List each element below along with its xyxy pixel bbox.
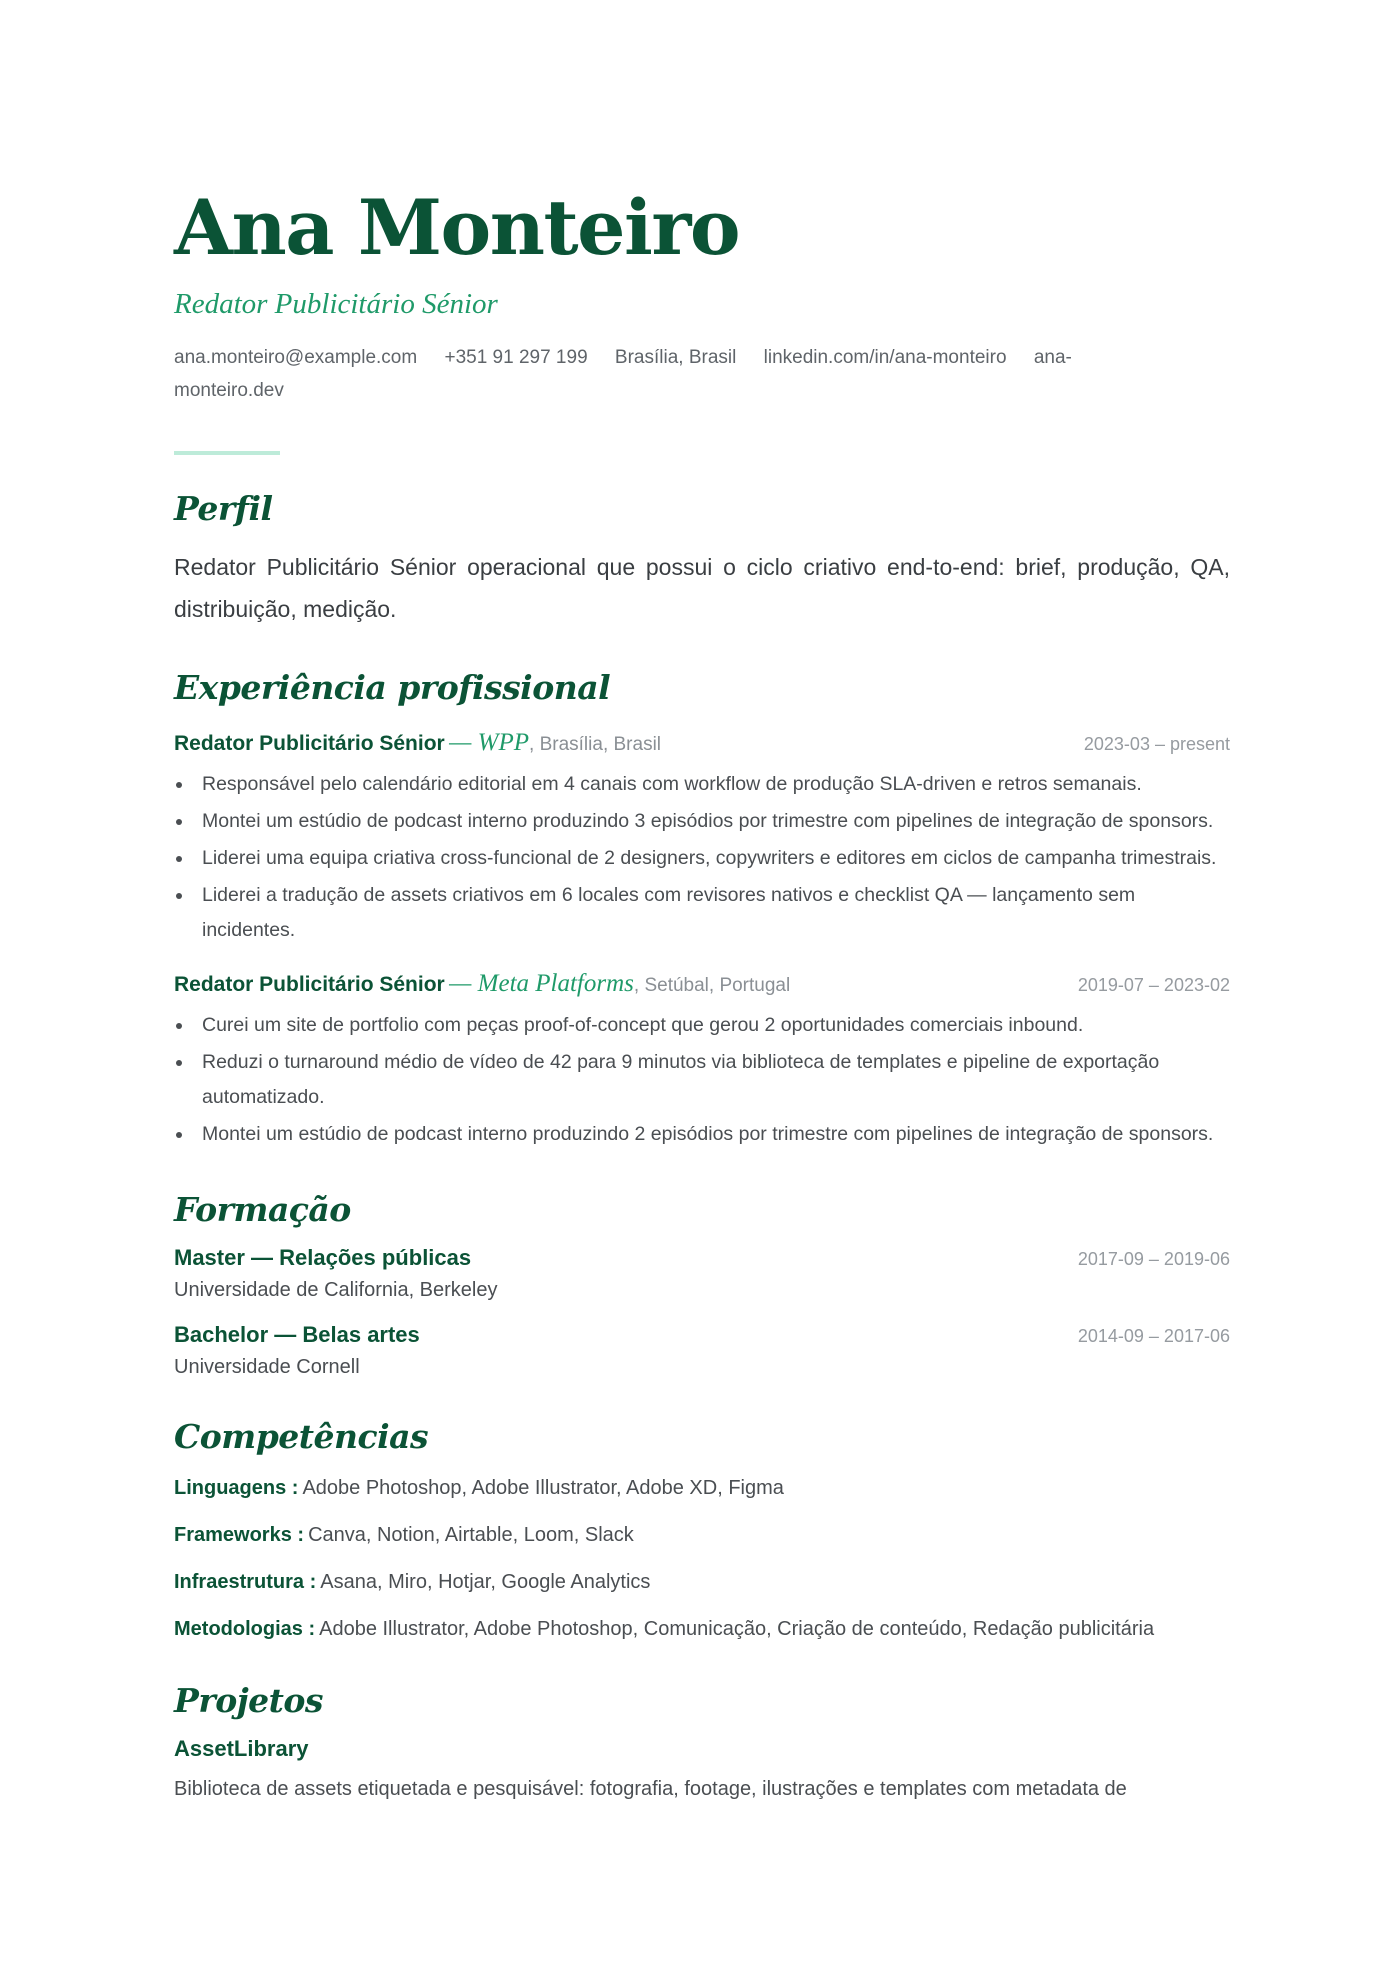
candidate-name: Ana Monteiro	[174, 183, 740, 272]
contact-email[interactable]: ana.monteiro@example.com	[174, 347, 418, 368]
job-entry	[174, 729, 1230, 948]
job-location: , Brasília, Brasil	[529, 734, 662, 755]
skill-row	[174, 1521, 1230, 1549]
candidate-title: Redator Publicitário Sénior	[174, 288, 498, 320]
education-school: Universidade Cornell	[174, 1356, 360, 1378]
skill-value: Canva, Notion, Airtable, Loom, Slack	[308, 1524, 634, 1546]
job-header	[174, 970, 1230, 998]
resume-content	[174, 183, 1230, 1804]
job-bullet: Montei um estúdio de podcast interno produzindo 3 episódios por trimestre com pipelines de integração de sponsors.	[174, 804, 1230, 839]
skill-row	[174, 1474, 1230, 1502]
section-heading-experience: Experiência profissional	[174, 668, 611, 707]
skills-list	[174, 1474, 1230, 1643]
skill-value: Adobe Illustrator, Adobe Photoshop, Comunicação, Criação de conteúdo, Redação publicitária	[319, 1618, 1155, 1640]
project-entry	[174, 1736, 1230, 1804]
contact-location: Brasília, Brasil	[614, 347, 737, 368]
job-bullet: Reduzi o turnaround médio de vídeo de 42 para 9 minutos via biblioteca de templates e pipeline de exportação automatizado.	[174, 1045, 1230, 1115]
skill-label: Frameworks :	[174, 1524, 305, 1546]
contact-phone: +351 91 297 199	[444, 347, 588, 368]
section-heading-profile: Perfil	[174, 489, 273, 528]
education-degree: Bachelor — Belas artes	[174, 1322, 420, 1347]
job-title-line	[174, 970, 790, 998]
education-dates: 2017-09 – 2019-06	[1077, 1249, 1230, 1269]
job-entry	[174, 970, 1230, 1152]
job-bullet: Montei um estúdio de podcast interno produzindo 2 episódios por trimestre com pipelines de integração de sponsors.	[174, 1117, 1230, 1152]
skill-label: Infraestrutura :	[174, 1571, 317, 1593]
project-description: Biblioteca de assets etiquetada e pesquisável: fotografia, footage, ilustrações e templates com metadata de	[174, 1778, 1127, 1800]
job-company: — Meta Platforms	[449, 970, 634, 997]
education-school: Universidade de California, Berkeley	[174, 1279, 498, 1301]
education-entry	[174, 1322, 1230, 1379]
contact-linkedin[interactable]: linkedin.com/in/ana-monteiro	[763, 347, 1007, 368]
contact-line	[174, 341, 1124, 407]
education-header	[174, 1245, 1230, 1271]
job-bullet: Liderei uma equipa criativa cross-funcional de 2 designers, copywriters e editores em ciclos de campanha trimestrais.	[174, 841, 1230, 876]
contact-website[interactable]: ana-monteiro.dev	[174, 347, 1072, 401]
skill-row	[174, 1615, 1230, 1643]
job-bullet: Curei um site de portfolio com peças proof-of-concept que gerou 2 oportunidades comerciais inbound.	[174, 1008, 1230, 1043]
skill-value: Asana, Miro, Hotjar, Google Analytics	[320, 1571, 651, 1593]
section-heading-projects: Projetos	[174, 1681, 323, 1720]
education-header	[174, 1322, 1230, 1348]
section-heading-skills: Competências	[174, 1417, 429, 1456]
skill-label: Linguagens :	[174, 1477, 299, 1499]
job-location: , Setúbal, Portugal	[633, 975, 791, 996]
job-bullet: Liderei a tradução de assets criativos em 6 locales com revisores nativos e checklist QA — lançamento sem incidentes.	[174, 878, 1230, 948]
profile-text: Redator Publicitário Sénior operacional que possui o ciclo criativo end-to-end: brief, produção, QA, distribuição, medição.	[174, 554, 1230, 622]
project-name: AssetLibrary	[174, 1736, 309, 1761]
skill-value: Adobe Photoshop, Adobe Illustrator, Adobe XD, Figma	[302, 1477, 784, 1499]
job-title: Redator Publicitário Sénior	[174, 732, 445, 755]
job-bullet: Responsável pelo calendário editorial em 4 canais com workflow de produção SLA-driven e retros semanais.	[174, 767, 1230, 802]
education-degree: Master — Relações públicas	[174, 1245, 472, 1270]
education-dates: 2014-09 – 2017-06	[1077, 1326, 1230, 1346]
section-heading-education: Formação	[174, 1190, 351, 1229]
job-header	[174, 729, 1230, 757]
job-dates: 2019-07 – 2023-02	[1077, 975, 1230, 995]
job-title: Redator Publicitário Sénior	[174, 973, 445, 996]
education-entry	[174, 1245, 1230, 1302]
job-company: — WPP	[449, 729, 530, 756]
header-divider	[174, 451, 280, 455]
job-dates: 2023-03 – present	[1083, 734, 1230, 754]
skill-label: Metodologias :	[174, 1618, 316, 1640]
skill-row	[174, 1568, 1230, 1596]
job-title-line	[174, 729, 661, 757]
job-bullets	[174, 1008, 1230, 1152]
job-bullets	[174, 767, 1230, 948]
